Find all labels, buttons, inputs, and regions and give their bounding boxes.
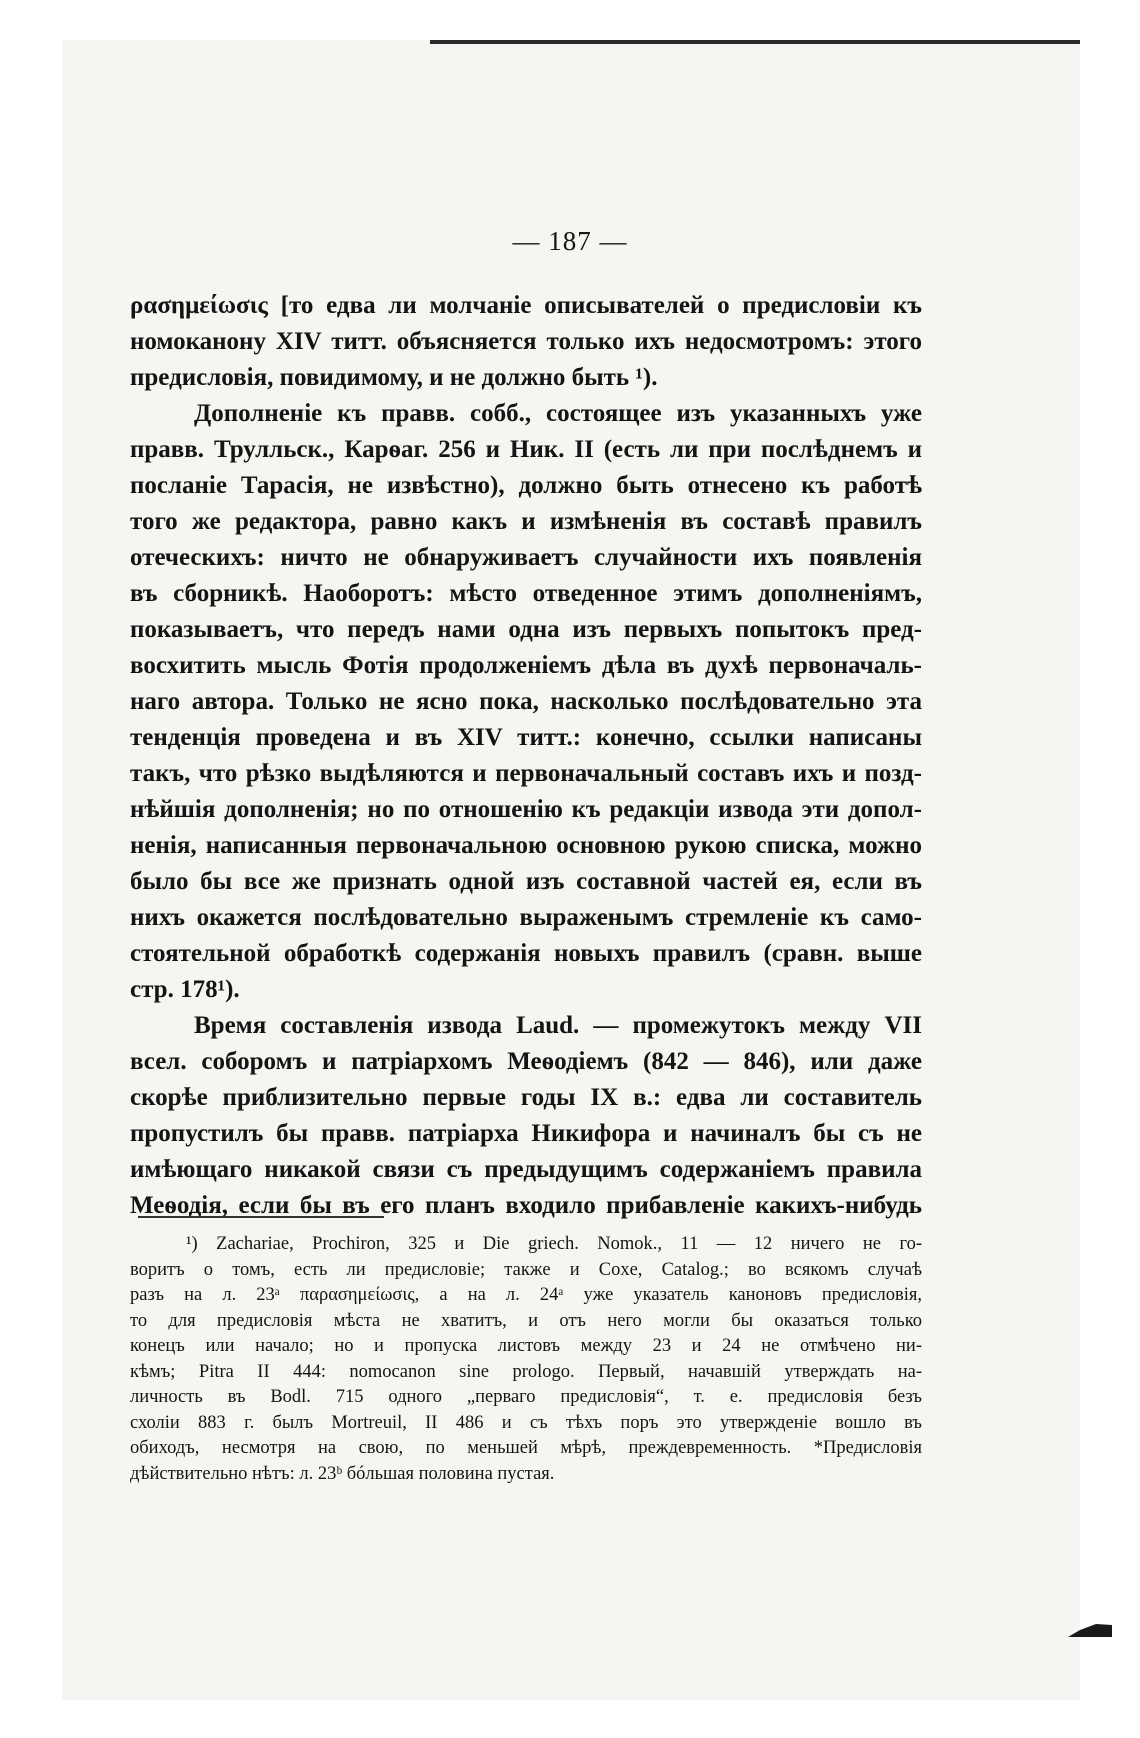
footnote-line: разъ на л. 23ᵃ παρασημείωσις, а на л. 24ᵃ уже указатель каноновъ предисловія,	[130, 1285, 922, 1305]
footnote-line: воритъ о томъ, есть ли предисловіе; также и Coxe, Catalog.; во всякомъ случаѣ	[130, 1259, 922, 1280]
footnote-line: то для предисловія мѣста не хватитъ, и отъ него могли бы оказаться только	[130, 1310, 922, 1331]
footnote-line: дѣйствительно нѣтъ: л. 23ᵇ бóльшая половина пустая.	[130, 1463, 555, 1484]
body-line: предисловія, повидимому, и не должно быть ¹).	[130, 364, 658, 391]
footnote-line: личность въ Bodl. 715 одного „перваго предисловія“, т. е. предисловія безъ	[130, 1387, 922, 1407]
footnote-line: ¹) Zachariae, Prochiron, 325 и Die griech. Nomok., 11 — 12 ничего не го-	[186, 1234, 922, 1254]
body-line: такъ, что рѣзко выдѣляются и первоначальный составъ ихъ и позд-	[130, 760, 922, 787]
body-line: имѣющаго никакой связи съ предыдущимъ содержаніемъ правила	[130, 1156, 922, 1183]
footnote-line: кѣмъ; Pitra II 444: nomocanon sine prologo. Первый, начавшій утверждать на-	[130, 1361, 922, 1382]
body-line: Дополненіе къ правв. собб., состоящее изъ указанныхъ уже	[194, 400, 922, 427]
main-text	[130, 288, 922, 1224]
body-line: всел. соборомъ и патріархомъ Меѳодіемъ (842 — 846), или даже	[130, 1048, 922, 1075]
body-line: нѣйшія дополненія; но по отношенію къ редакціи извода эти допол-	[130, 796, 922, 823]
body-line: нихъ окажется послѣдовательно выраженымъ стремленіе къ само-	[130, 904, 922, 931]
body-line: стр. 178¹).	[130, 976, 240, 1003]
body-line: наго автора. Только не ясно пока, насколько послѣдовательно эта	[130, 688, 922, 715]
footnote-line: конецъ или начало; но и пропуска листовъ между 23 и 24 не отмѣчено ни-	[130, 1336, 922, 1356]
body-line: отеческихъ: ничто не обнаруживаетъ случайности ихъ появленія	[130, 544, 922, 571]
body-line: Меѳодія, если бы въ его планъ входило прибавленіе какихъ-нибудь	[130, 1192, 922, 1219]
body-line: показываетъ, что передъ нами одна изъ первыхъ попытокъ пред-	[130, 616, 922, 643]
top-edge-rule	[430, 40, 1080, 44]
body-line: въ сборникѣ. Наоборотъ: мѣсто отведенное этимъ дополненіямъ,	[130, 580, 922, 607]
body-line: Время составленія извода Laud. — промежутокъ между VII	[194, 1012, 922, 1039]
body-line: посланіе Тарасія, не извѣстно), должно быть отнесено къ работѣ	[130, 472, 922, 499]
body-line: было бы все же признать одной изъ составной частей ея, если въ	[130, 868, 922, 895]
page-corner-mark	[1066, 1622, 1114, 1638]
footnotes	[130, 1232, 922, 1487]
body-line: ненія, написанныя первоначальною основною рукою списка, можно	[130, 832, 922, 859]
body-line: восхитить мысль Фотія продолженіемъ дѣла въ духѣ первоначаль-	[130, 652, 922, 679]
body-line: тенденція проведена и въ XIV титт.: конечно, ссылки написаны	[130, 724, 922, 751]
footnote-divider	[138, 1216, 384, 1218]
footnote-line: схоліи 883 г. былъ Mortreuil, II 486 и съ тѣхъ поръ это утвержденіе вошло въ	[130, 1412, 922, 1433]
body-line: ρασημείωσις [то едва ли молчаніе описывателей о предисловіи къ	[130, 292, 922, 319]
body-line: правв. Трулльск., Карѳаг. 256 и Ник. II (есть ли при послѣднемъ и	[130, 436, 922, 463]
footnote-line: обиходъ, несмотря на свою, по меньшей мѣрѣ, преждевременность. *Предисловія	[130, 1438, 922, 1458]
body-line: номоканону XIV титт. объясняется только ихъ недосмотромъ: этого	[130, 328, 922, 355]
page-number: — 187 —	[512, 226, 628, 256]
body-line: скорѣе приблизительно первые годы IX в.: едва ли составитель	[130, 1084, 922, 1111]
body-line: того же редактора, равно какъ и измѣненія въ составѣ правилъ	[130, 508, 922, 535]
body-line: стоятельной обработкѣ содержанія новыхъ правилъ (сравн. выше	[130, 940, 922, 967]
body-line: пропустилъ бы правв. патріарха Никифора и начиналъ бы съ не	[130, 1120, 922, 1147]
